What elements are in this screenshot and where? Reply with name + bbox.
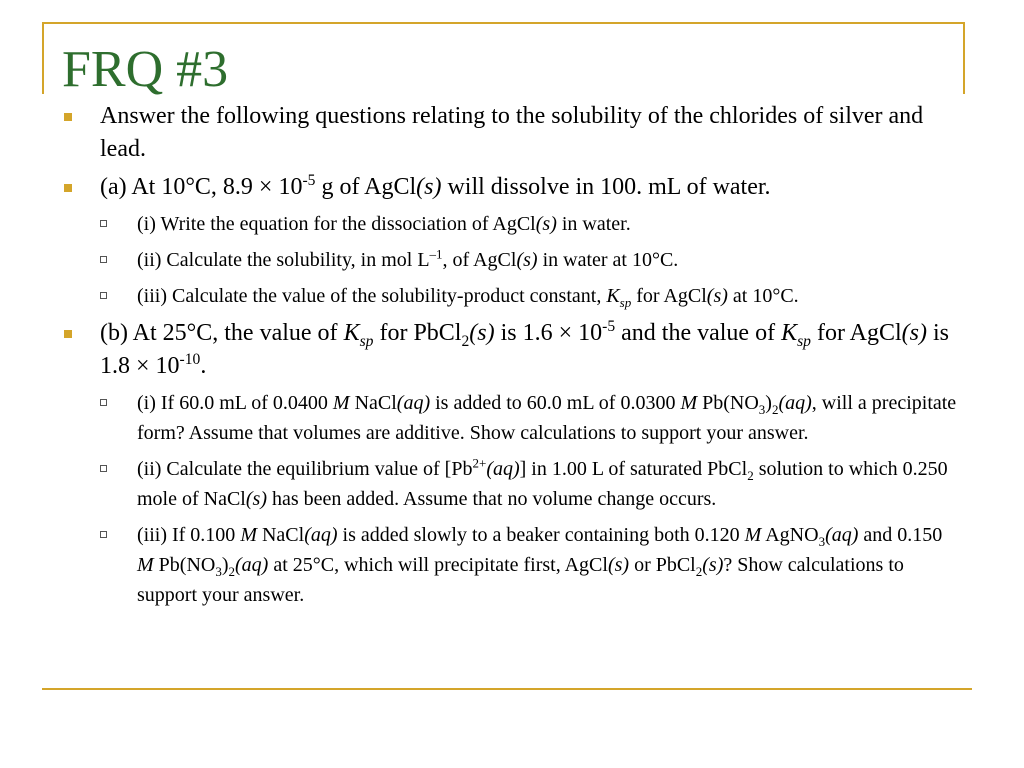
sub-bullet-text: (iii) Calculate the value of the solubility-product constant, $K_{sp}$ for AgCl(s) at 10°C. — [137, 285, 799, 310]
sub-bullet-text: (ii) Calculate the solubility, in mol $L^{-1}$, of AgCl(s) in water at 10°C. — [137, 246, 679, 271]
bullet-intro — [62, 100, 962, 166]
sub-bullet-b-ii — [62, 454, 962, 514]
hollow-square-bullet-icon — [100, 465, 107, 472]
frame-right-rule — [963, 22, 965, 94]
sub-bullet-text: (ii) Calculate the equilibrium value of $[Pb^{2+}(aq)]$ in 1.00 L of saturated PbCl$_2$ solution to which 0.250 mole of NaCl(s) has been added. Assume that no volume change occurs. — [137, 455, 948, 510]
bullet-text: (b) At 25°C, the value of $K_{sp}$ for PbCl$_2$(s) is $1.6 \times 10^{-5}$ and the value of $K_{sp}$ for AgCl(s) is $1.8 \times 10^{-10}$. — [100, 318, 949, 379]
sub-bullet-a-ii — [62, 245, 962, 275]
square-bullet-icon — [64, 113, 72, 121]
hollow-square-bullet-icon — [100, 220, 107, 227]
slide-body — [62, 100, 962, 616]
sub-bullet-b-iii — [62, 520, 962, 610]
sub-bullet-text: (iii) If 0.100 M NaCl(aq) is added slowly to a beaker containing both 0.120 M AgNO$_3$(aq) and 0.150 M $Pb(NO_3)_2(aq)$ at 25°C, which will precipitate first, AgCl(s) or PbCl$_2$(s)? Show calculations to support your answer. — [137, 524, 943, 606]
square-bullet-icon — [64, 184, 72, 192]
sub-bullet-b-i — [62, 388, 962, 448]
hollow-square-bullet-icon — [100, 399, 107, 406]
slide-title: FRQ #3 — [62, 41, 229, 98]
sub-bullet-text: (i) Write the equation for the dissociation of AgCl(s) in water. — [137, 213, 631, 235]
hollow-square-bullet-icon — [100, 256, 107, 263]
frame-left-rule — [42, 22, 44, 94]
bullet-part-a — [62, 171, 962, 204]
sub-bullet-text: (i) If 60.0 mL of 0.0400 M NaCl(aq) is added to 60.0 mL of 0.0300 M $Pb(NO_3)_2(aq)$, will a precipitate form? Assume that volumes are additive. Show calculations to support your answer. — [137, 392, 957, 444]
sub-bullet-a-iii — [62, 281, 962, 311]
bullet-part-b — [62, 317, 962, 383]
bullet-text: Answer the following questions relating to the solubility of the chlorides of silver and lead. — [100, 103, 924, 162]
frame-bottom-rule — [42, 688, 972, 690]
hollow-square-bullet-icon — [100, 531, 107, 538]
frame-top-rule — [42, 22, 965, 24]
bullet-text: (a) At 10°C, $8.9 \times 10^{-5}$ g of AgCl(s) will dissolve in 100. mL of water. — [100, 172, 771, 200]
hollow-square-bullet-icon — [100, 292, 107, 299]
square-bullet-icon — [64, 330, 72, 338]
sub-bullet-a-i — [62, 209, 962, 239]
